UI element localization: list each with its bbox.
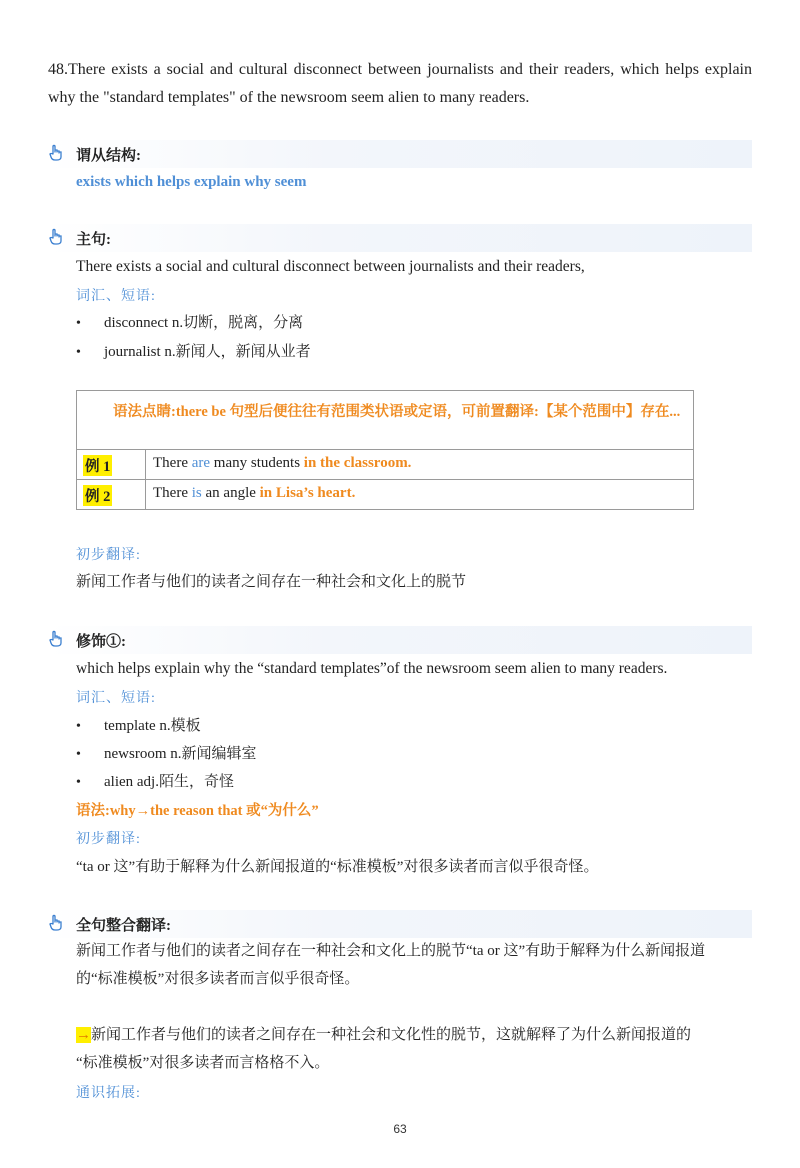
prelim-translation: “ta or 这”有助于解释为什么新闻报道的“标准模板”对很多读者而言似乎很奇怪。	[76, 859, 599, 875]
full-translation-line: 新闻工作者与他们的读者之间存在一种社会和文化上的脱节“ta or 这”有助于解释为什么新闻报道	[76, 943, 706, 959]
predicate-structure-text: exists which helps explain why seem	[76, 174, 307, 190]
section-header-main-clause	[48, 224, 752, 252]
vocab-label: 词汇、短语:	[76, 289, 156, 304]
arrow-icon: →	[76, 1027, 91, 1043]
grammar-why: 语法:why→the reason that 或“为什么”	[76, 803, 319, 819]
grammar-note-cell	[77, 391, 693, 450]
section-header-full-translation	[48, 910, 752, 938]
prelim-translation: 新闻工作者与他们的读者之间存在一种社会和文化上的脱节	[76, 574, 467, 590]
grammar-note: 语法点睛:there be 句型后便往往有范围类状语或定语，可前置翻译:【某个范围中】存在...	[113, 404, 681, 420]
section-header-modifier	[48, 626, 752, 654]
vocab-item: • disconnect n.切断，脱离，分离	[76, 315, 304, 331]
section-header-predicate	[48, 140, 752, 168]
full-translation-line: 的“标准模板”对很多读者而言似乎很奇怪。	[76, 971, 360, 987]
question-sentence: 48.There exists a social and cultural disconnect between journalists and their readers, which helps explain why the "standard templates" of the newsroom seem alien to many readers.	[48, 61, 752, 106]
example-tag: 例 1	[83, 455, 112, 476]
refined-translation-line: →新闻工作者与他们的读者之间存在一种社会和文化性的脱节，这就解释了为什么新闻报道的	[76, 1027, 692, 1043]
vocab-item: • newsroom n.新闻编辑室	[76, 746, 257, 762]
example-row	[77, 480, 693, 509]
section-label: 主句:	[76, 232, 111, 248]
vocab-item: • journalist n.新闻人，新闻从业者	[76, 344, 311, 360]
pointing-hand-icon	[48, 228, 66, 246]
main-clause-sentence: There exists a social and cultural disconnect between journalists and their readers,	[76, 258, 585, 275]
pointing-hand-icon	[48, 630, 66, 648]
section-label: 全句整合翻译:	[76, 918, 171, 934]
example-row	[77, 450, 693, 480]
example-tag: 例 2	[83, 485, 112, 506]
vocab-item: • template n.模板	[76, 718, 201, 734]
section-label: 谓从结构:	[76, 148, 141, 164]
prelim-translation-label: 初步翻译:	[76, 832, 141, 847]
modifier-sentence: which helps explain why the “standard templates”of the newsroom seem alien to many readers.	[76, 660, 668, 677]
pointing-hand-icon	[48, 914, 66, 932]
pointing-hand-icon	[48, 144, 66, 162]
example-sentence: There is an angle in Lisa’s heart.	[153, 485, 356, 501]
general-knowledge-label: 通识拓展:	[76, 1086, 141, 1101]
example-sentence: There are many students in the classroom.	[153, 455, 412, 471]
section-label: 修饰①:	[76, 634, 126, 650]
prelim-translation-label: 初步翻译:	[76, 548, 141, 563]
refined-translation-line: “标准模板”对很多读者而言格格不入。	[76, 1055, 330, 1071]
vocab-label: 词汇、短语:	[76, 691, 156, 706]
vocab-item: • alien adj.陌生，奇怪	[76, 774, 234, 790]
grammar-table	[76, 390, 694, 510]
page-number: 63	[393, 1122, 407, 1136]
